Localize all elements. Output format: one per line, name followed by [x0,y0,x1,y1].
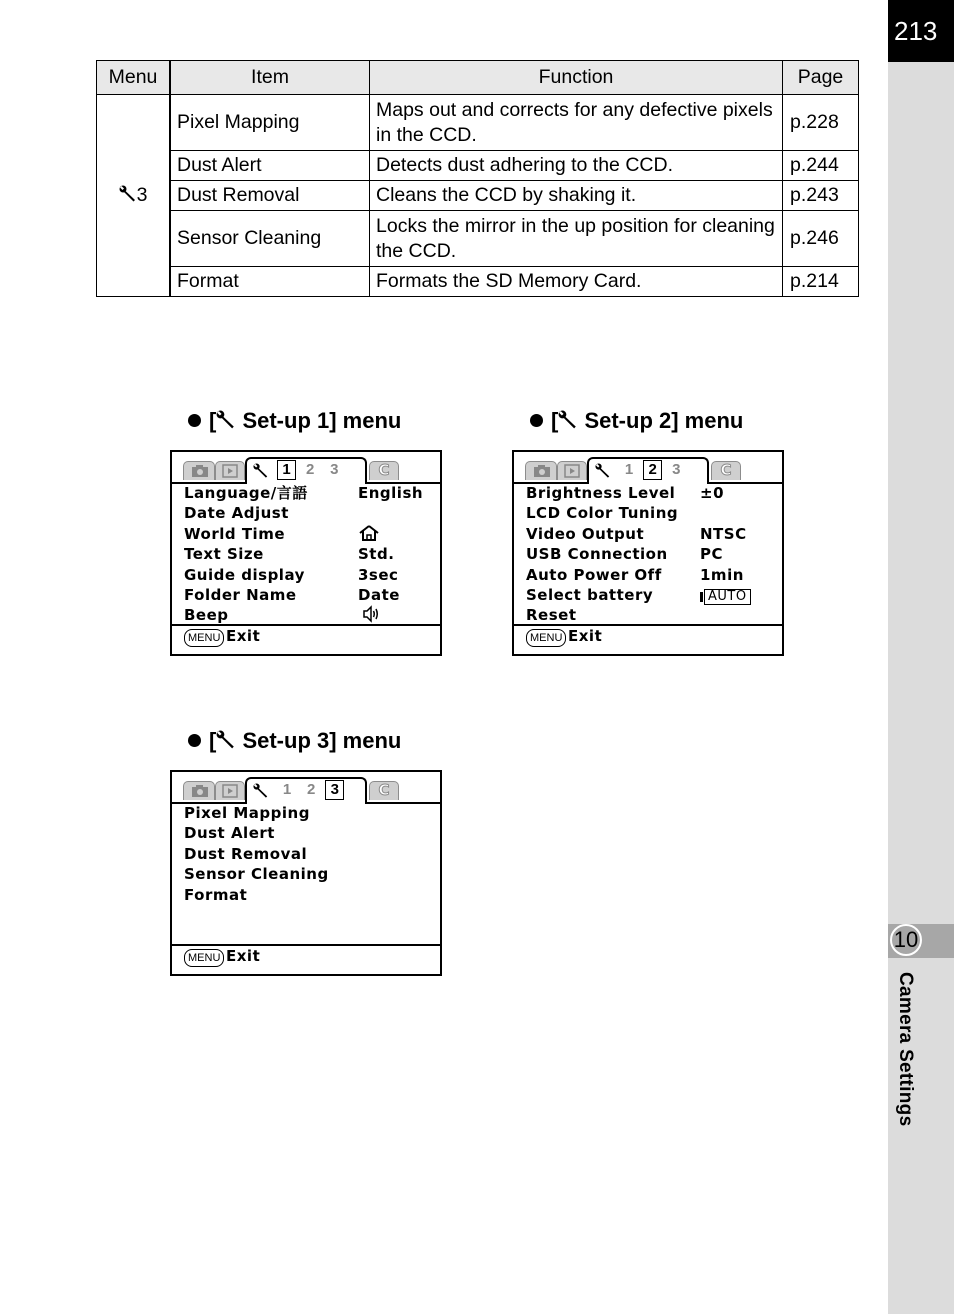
tab-custom[interactable] [369,461,399,480]
menu-value-list [358,483,423,626]
camera-icon [526,462,556,479]
play-icon [216,462,244,479]
tab-setup[interactable] [245,777,367,804]
tab-playback[interactable] [557,461,587,480]
menu-item-date-adjust[interactable]: Date Adjust [184,504,289,523]
tab-setup[interactable] [245,457,367,484]
menu-button-icon[interactable]: MENU [184,949,224,967]
function-cell: Locks the mirror in the up position for cleaning the CCD. [370,211,783,267]
side-index-bar [888,0,954,1314]
tab-number-2[interactable]: 2 [643,460,662,480]
table-row [97,211,859,267]
menu-footer [514,624,782,656]
exit-label: Exit [226,627,261,645]
menu-item-language[interactable]: Language/言語 [184,484,308,502]
menu-item-dust-removal[interactable]: Dust Removal [184,844,308,863]
setup3-screen [170,770,442,976]
page-cell: p.246 [783,211,859,267]
menu-item-list [184,483,308,626]
value-lcd-color-tuning [700,503,747,523]
tab-number-3[interactable]: 3 [330,461,339,478]
camera-icon [184,782,214,799]
exit-label: Exit [568,627,603,645]
tab-playback[interactable] [215,781,245,800]
wrench-icon [253,463,269,479]
setup2-heading: [ Set-up 2] menu [530,408,743,434]
value-folder-name: Date [358,585,400,604]
tab-number-2[interactable]: 2 [306,461,315,478]
menu-item-list [184,803,329,905]
menu-item-usb-connection[interactable]: USB Connection [526,545,668,564]
header-item: Item [170,61,370,95]
tab-number-3[interactable]: 3 [325,780,344,800]
value-world-time [358,524,423,544]
custom-c-icon: C [720,461,732,479]
menu-item-beep[interactable]: Beep [184,606,229,625]
page-cell: p.244 [783,151,859,181]
value-text-size: Std. [358,545,395,564]
item-cell: Pixel Mapping [170,95,370,151]
item-cell: Dust Removal [170,181,370,211]
table-row [97,151,859,181]
menu-item-list [526,483,678,626]
bullet-icon [188,414,201,427]
tab-number-1[interactable]: 1 [282,781,292,798]
value-guide-display: 3sec [358,565,399,584]
tab-record[interactable] [183,461,215,480]
battery-auto-icon: AUTO [704,589,751,605]
header-page: Page [783,61,859,95]
custom-c-icon: C [378,781,390,799]
menu-item-brightness-level[interactable]: Brightness Level [526,484,676,502]
tab-custom[interactable] [711,461,741,480]
page-number: 213 [888,0,954,62]
menu-item-dust-alert[interactable]: Dust Alert [184,824,275,843]
menu-value-list [700,483,747,626]
function-table [96,60,859,297]
menu-tabbar [514,452,782,484]
page-cell: p.243 [783,181,859,211]
function-cell: Detects dust adhering to the CCD. [370,151,783,181]
tab-record[interactable] [525,461,557,480]
value-date-adjust [358,503,423,523]
bullet-icon [188,734,201,747]
menu-item-sensor-cleaning[interactable]: Sensor Cleaning [184,865,329,884]
wrench-icon [119,185,137,203]
value-beep [358,605,423,625]
menu-item-reset[interactable]: Reset [526,606,577,625]
tab-custom[interactable] [369,781,399,800]
chapter-tab [888,924,954,958]
home-icon [358,524,380,542]
menu-footer [172,624,440,656]
menu-footer [172,944,440,976]
chapter-title: Camera Settings [895,972,916,1127]
tab-number-1[interactable]: 1 [277,460,296,480]
play-icon [216,782,244,799]
menu-tabbar [172,452,440,484]
value-usb-connection: PC [700,545,724,564]
page-cell: p.214 [783,267,859,297]
speaker-icon [358,605,382,623]
tab-number-1[interactable]: 1 [624,461,634,478]
custom-c-icon: C [378,461,390,479]
wrench-icon [216,730,236,750]
camera-icon [184,462,214,479]
value-select-battery [700,585,747,605]
function-cell: Cleans the CCD by shaking it. [370,181,783,211]
wrench-icon [595,463,611,479]
item-cell: Format [170,267,370,297]
value-auto-power-off: 1min [700,565,744,584]
value-reset [700,605,747,625]
tab-playback[interactable] [215,461,245,480]
tab-number-3[interactable]: 3 [672,461,681,478]
wrench-icon [216,410,236,430]
menu-cell [97,95,171,297]
tab-number-2[interactable]: 2 [307,781,316,798]
item-cell: Dust Alert [170,151,370,181]
tab-record[interactable] [183,781,215,800]
menu-tabbar [172,772,440,804]
bullet-icon [530,414,543,427]
header-function: Function [370,61,783,95]
chapter-number: 10 [890,924,922,956]
function-cell: Formats the SD Memory Card. [370,267,783,297]
menu-item-video-output[interactable]: Video Output [526,524,645,543]
value-language: English [358,484,424,502]
menu-item-guide-display[interactable]: Guide display [184,565,305,584]
tab-setup[interactable] [587,457,709,484]
menu-button-icon[interactable]: MENU [526,629,566,647]
table-row [97,267,859,297]
menu-button-icon[interactable]: MENU [184,629,224,647]
menu-label: 3 [136,184,148,206]
exit-label: Exit [226,947,261,965]
page-cell: p.228 [783,95,859,151]
setup1-screen [170,450,442,656]
wrench-icon [253,783,269,799]
menu-item-text-size[interactable]: Text Size [184,545,264,564]
menu-item-pixel-mapping[interactable]: Pixel Mapping [184,804,310,822]
wrench-icon [558,410,578,430]
function-cell: Maps out and corrects for any defective pixels in the CCD. [370,95,783,151]
menu-item-format[interactable]: Format [184,885,248,904]
header-menu: Menu [97,61,171,95]
table-row [97,181,859,211]
setup1-heading: [ Set-up 1] menu [188,408,401,434]
menu-item-world-time[interactable]: World Time [184,524,285,543]
item-cell: Sensor Cleaning [170,211,370,267]
menu-item-select-battery[interactable]: Select battery [526,585,654,604]
table-row [97,95,859,151]
menu-item-folder-name[interactable]: Folder Name [184,585,297,604]
setup3-heading: [ Set-up 3] menu [188,728,401,754]
menu-item-lcd-color-tuning[interactable]: LCD Color Tuning [526,504,679,523]
play-icon [558,462,586,479]
value-brightness-level: ±0 [700,484,725,502]
menu-item-auto-power-off[interactable]: Auto Power Off [526,565,662,584]
value-video-output: NTSC [700,524,747,543]
setup2-screen [512,450,784,656]
